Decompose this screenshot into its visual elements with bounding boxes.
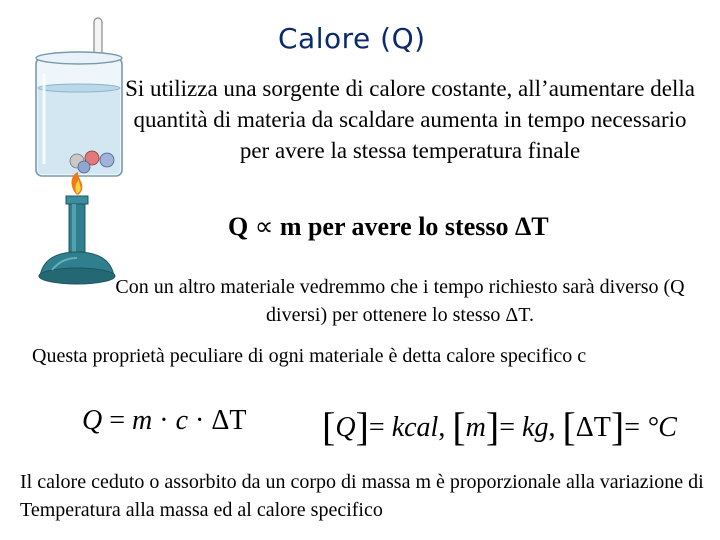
beaker-burner-illustration: [22, 14, 132, 294]
eq-equals: =: [102, 405, 133, 436]
slide-title: Calore (Q): [278, 22, 426, 55]
eq-delta-t: ΔT: [211, 405, 247, 436]
intro-paragraph: Si utilizza una sorgente di calore costante, all’aumentare della quantità di materia da scaldare aumenta in tempo necessario per avere la stessa temperatura finale: [125, 76, 695, 163]
heat-equation: [82, 405, 246, 437]
proportional-symbol: ∝: [254, 212, 274, 241]
units-equation: [Q]= kcal, [m]= kg, [ΔT]= °C: [322, 404, 677, 449]
unit-q-symbol: Q: [335, 412, 356, 443]
eq-m: m: [132, 405, 153, 436]
unit-m-symbol: m: [465, 412, 486, 443]
second-paragraph: Con un altro materiale vedremmo che i tempo richiesto sarà diverso (Q diversi) per ottenere lo stesso ΔT.: [115, 276, 685, 326]
conclusion-paragraph: Il calore ceduto o assorbito da un corpo di massa m è proporzionale alla variazione di Temperatura alla massa ed al calore specifico: [20, 471, 704, 521]
eq-q: Q: [82, 405, 103, 436]
relation-lhs: Q: [228, 212, 249, 241]
relation-rhs: m per avere lo stesso ΔT: [279, 212, 549, 241]
unit-dt-symbol: ΔT: [575, 412, 611, 443]
eq-dot2: ·: [188, 405, 212, 436]
eq-dot1: ·: [152, 405, 176, 436]
eq-c: c: [175, 405, 189, 436]
unit-dt-value: °C: [647, 412, 677, 443]
specific-heat-definition: Questa proprietà peculiare di ogni materiale è detta calore specifico c: [32, 345, 587, 367]
unit-q-value: kcal: [391, 412, 439, 443]
bunsen-burner-icon: [39, 196, 115, 284]
proportionality-relation: [228, 212, 549, 242]
unit-m-value: kg: [522, 412, 549, 443]
